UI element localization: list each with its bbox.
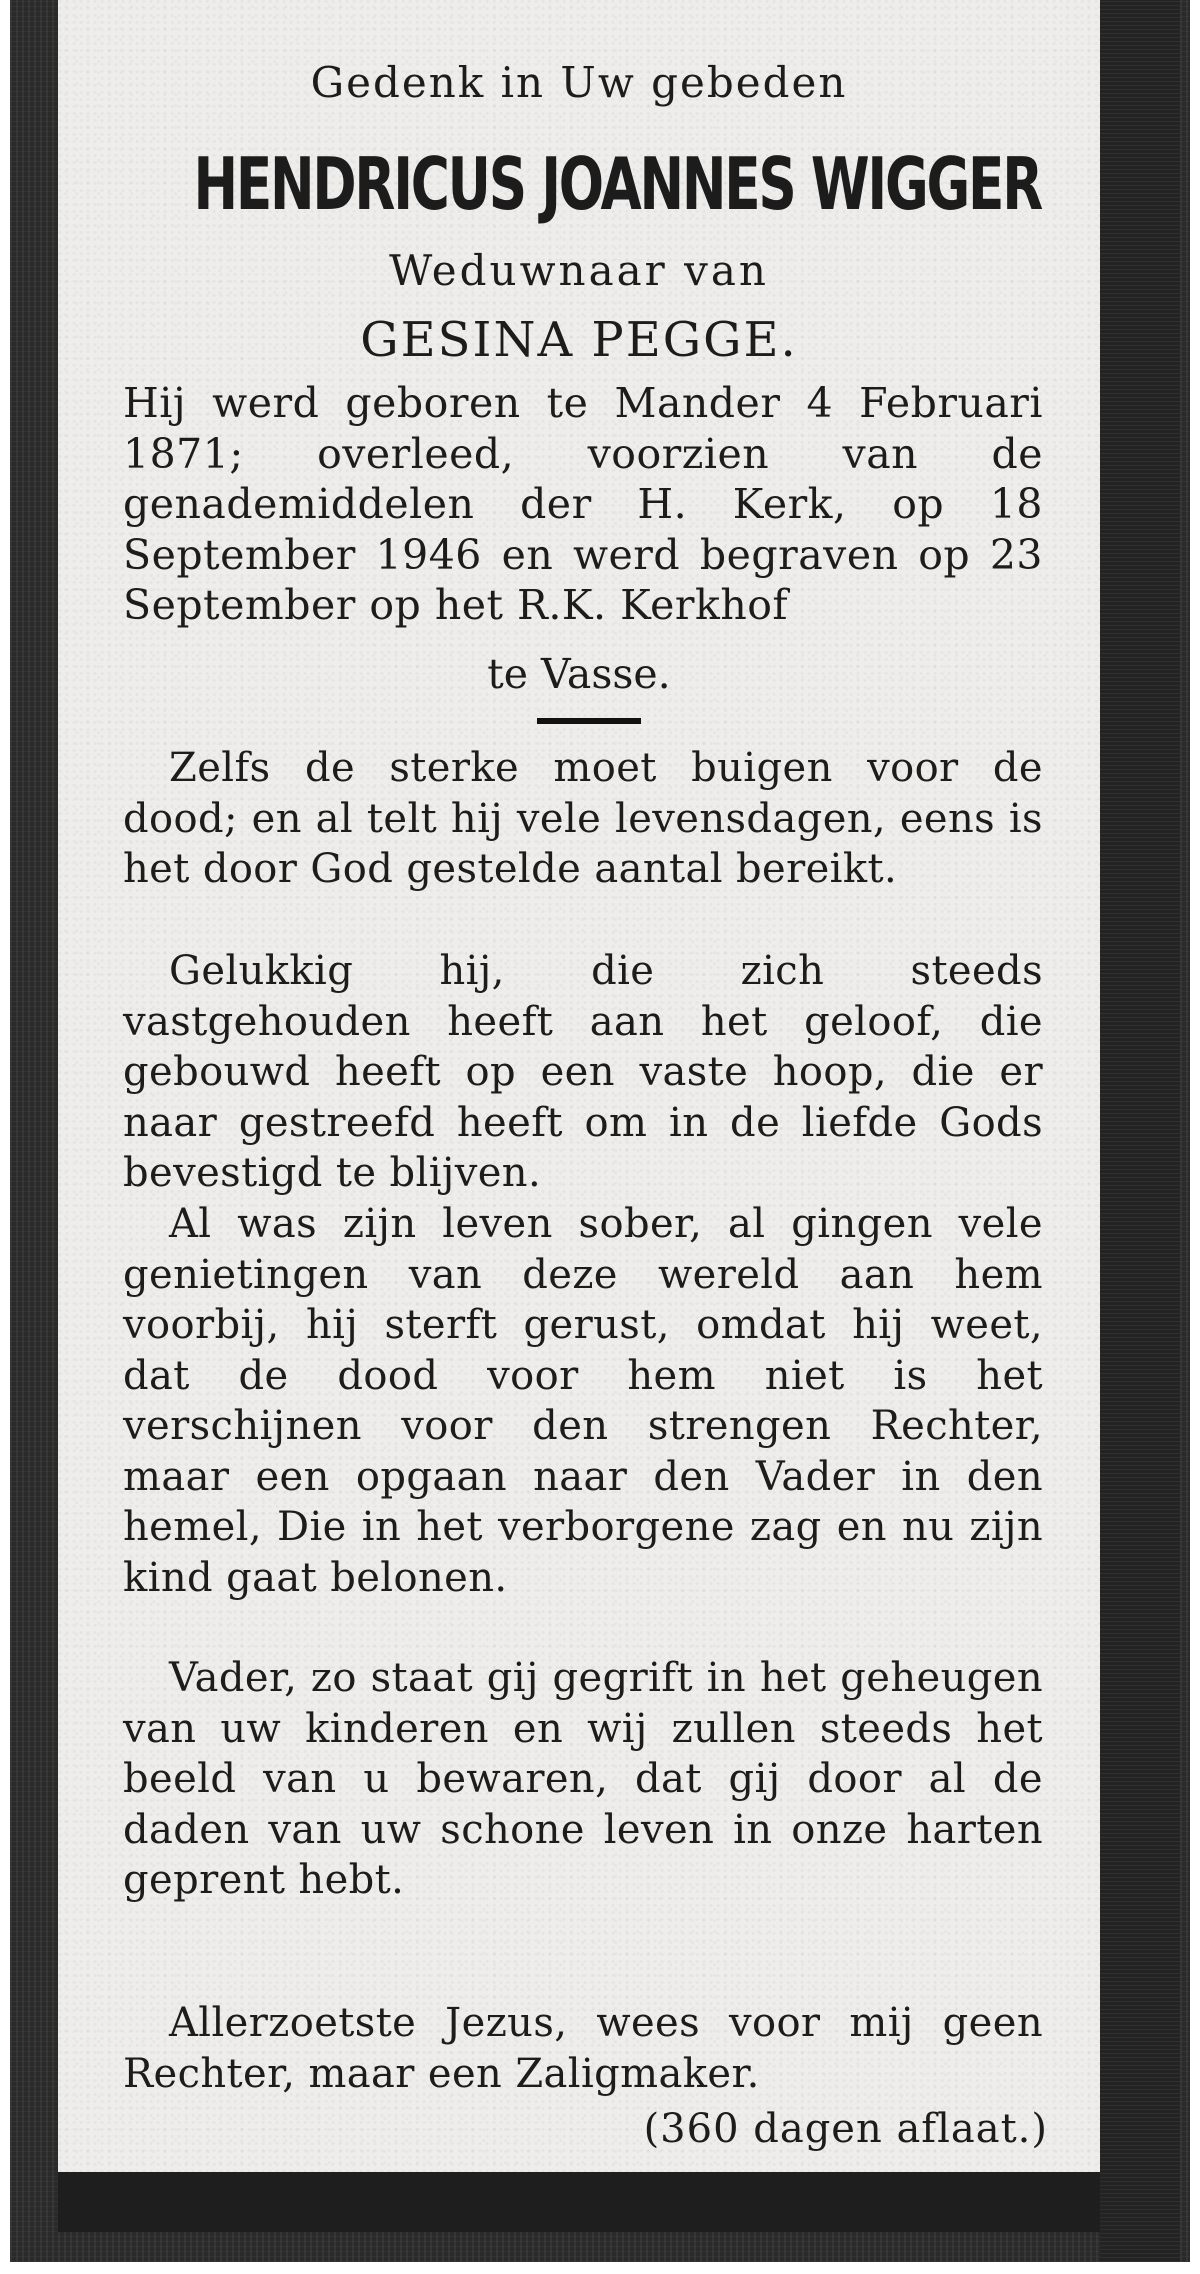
paragraph-4: Vader, zo staat gij gegrift in het geheugen van uw kinderen en wij zullen steeds het beeld van u bewaren, dat gij door al de daden van uw schone leven in onze harten geprent hebt.: [123, 1655, 1043, 1903]
prayer-text: Allerzoetste Jezus, wees voor mij geen Rechter, maar een Zaligmaker.: [123, 2000, 1043, 2097]
biography-last-line: te Vasse.: [487, 650, 671, 698]
paragraph-3: Al was zijn leven sober, al gingen vele genietingen van deze wereld aan hem voorbij, hij sterft gerust, omdat hij weet, dat de dood voor hem niet is het verschijnen voor den strengen Rechter, maar een opgaan naar den Vader in den hemel, Die in het verborgene zag en nu zijn kind gaat belonen.: [123, 1201, 1043, 1601]
biography-text: Hij werd geboren te Mander 4 Februari 1871; overleed, voorzien van de genademiddelen der H. Kerk, op 18 September 1946 en werd begraven op 23 September op het R.K. Kerkhof: [123, 379, 1043, 629]
card-bottom-edge: [58, 2172, 1100, 2232]
indulgence-note: (360 dagen aflaat.): [643, 2106, 1048, 2152]
paragraph-2: Gelukkig hij, die zich steeds vastgehouden heeft aan het geloof, die gebouwd heeft op een vaste hoop, die er naar gestreefd heeft om in de liefde Gods bevestigd te blijven.: [123, 948, 1043, 1196]
memorial-card-paper: [58, 0, 1100, 2172]
card-right-edge: [1100, 0, 1180, 2262]
widower-line: Weduwnaar van: [389, 246, 769, 295]
section-divider: [537, 718, 641, 724]
paragraph-1: Zelfs de sterke moet buigen voor de dood; en al telt hij vele levensdagen, eens is het door God gestelde aantal bereikt.: [123, 745, 1043, 892]
intro-line: Gedenk in Uw gebeden: [310, 58, 848, 107]
spouse-name: GESINA PEGGE.: [360, 312, 798, 368]
deceased-name: HENDRICUS JOANNES WIGGER: [193, 142, 1042, 226]
